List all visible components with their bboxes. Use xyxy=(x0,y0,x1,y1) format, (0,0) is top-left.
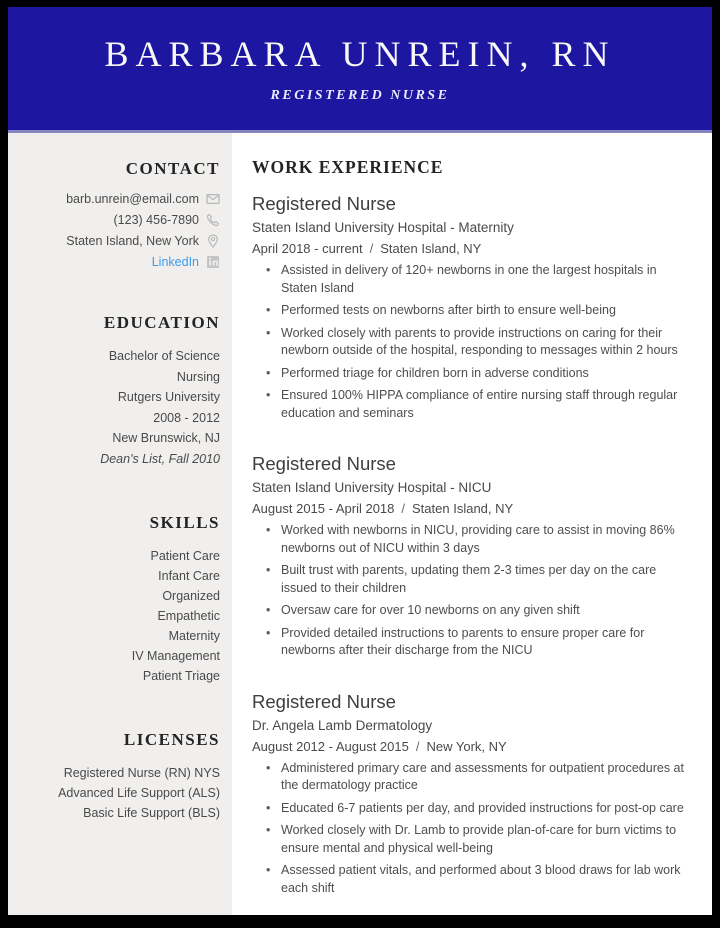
job-bullet: • Provided detailed instructions to parents to ensure proper care for newborns after their discharge from the NICU xyxy=(252,625,688,660)
job-bullet: • Administered primary care and assessments for outpatient procedures at the dermatology practice xyxy=(252,760,688,795)
job-bullet: • Educated 6-7 patients per day, and provided instructions for post-op care xyxy=(252,800,688,818)
location-pin-icon xyxy=(206,234,220,248)
linkedin-link[interactable]: LinkedIn xyxy=(151,255,199,269)
licenses-section xyxy=(22,730,220,823)
job-title: Registered Nurse xyxy=(252,453,396,474)
job-entry xyxy=(252,691,688,898)
job-bullet: • Assessed patient vitals, and performed about 3 blood draws for lab work each shift xyxy=(252,862,688,897)
job-bullet: • Worked closely with parents to provide instructions on caring for their newborn outside of the hospital, responding to messages within 2 hours xyxy=(252,325,688,360)
education-degree: Bachelor of Science xyxy=(108,349,220,363)
job-bullet: • Ensured 100% HIPPA compliance of entire nursing staff through regular education and seminars xyxy=(252,387,688,422)
job-entry xyxy=(252,453,688,660)
work-experience-heading: WORK EXPERIENCE xyxy=(252,157,444,177)
skills-section xyxy=(22,513,220,686)
contact-location: Staten Island, New York xyxy=(66,234,199,248)
skill-item: Organized xyxy=(162,589,220,603)
job-dates: August 2015 - April 2018 xyxy=(252,501,395,516)
job-bullet: • Worked with newborns in NICU, providing care to assist in moving 86% newborns out of NICU within 3 days xyxy=(252,522,688,557)
person-name: BARBARA UNREIN, RN xyxy=(104,34,616,74)
job-dates: August 2012 - August 2015 xyxy=(252,738,409,754)
license-item: Advanced Life Support (ALS) xyxy=(58,786,220,800)
skill-item: Patient Care xyxy=(150,549,220,563)
skill-item: Maternity xyxy=(168,629,220,643)
job-location: New York, NY xyxy=(426,738,507,754)
job-bullet-list xyxy=(252,262,688,422)
work-experience-column xyxy=(232,133,712,915)
resume-document xyxy=(8,7,712,915)
email-icon xyxy=(206,192,220,206)
education-dates: 2008 - 2012 xyxy=(153,410,220,425)
contact-email: barb.unrein@email.com xyxy=(66,192,199,206)
job-company: Staten Island University Hospital - NICU xyxy=(252,480,492,495)
license-item: Basic Life Support (BLS) xyxy=(83,806,220,820)
contact-row-linkedin[interactable] xyxy=(22,255,220,269)
job-bullet: • Built trust with parents, updating them 2-3 times per day on the care issued to their children xyxy=(252,562,688,597)
job-bullet-list xyxy=(252,522,688,660)
skill-item: Infant Care xyxy=(158,569,220,583)
skill-item: Patient Triage xyxy=(142,669,220,683)
skill-item: Empathetic xyxy=(157,609,220,623)
person-title: REGISTERED NURSE xyxy=(270,88,450,103)
job-bullet: • Oversaw care for over 10 newborns on any given shift xyxy=(252,602,688,620)
contact-heading: CONTACT xyxy=(125,159,220,178)
meta-separator: / xyxy=(401,501,406,516)
phone-icon xyxy=(206,213,220,227)
education-honors: Dean's List, Fall 2010 xyxy=(100,451,220,466)
job-bullet-list xyxy=(252,760,688,898)
job-title: Registered Nurse xyxy=(252,193,396,214)
sidebar xyxy=(8,133,232,915)
job-meta xyxy=(252,501,688,516)
job-bullet: • Performed tests on newborns after birth to ensure well-being xyxy=(252,302,688,320)
contact-phone: (123) 456-7890 xyxy=(113,213,199,227)
contact-row-email xyxy=(22,192,220,206)
education-section xyxy=(22,313,220,469)
header-banner xyxy=(8,7,712,133)
job-bullet: • Worked closely with Dr. Lamb to provide plan-of-care for burn victims to ensure mental and physical well-being xyxy=(252,822,688,857)
license-item: Registered Nurse (RN) NYS xyxy=(63,766,220,780)
job-location: Staten Island, NY xyxy=(412,501,514,516)
licenses-heading: LICENSES xyxy=(123,730,220,749)
job-company: Staten Island University Hospital - Maternity xyxy=(252,220,514,235)
job-bullet: • Performed triage for children born in adverse conditions xyxy=(252,365,688,383)
job-dates: April 2018 - current xyxy=(252,241,363,256)
document-body xyxy=(8,133,712,915)
job-location: Staten Island, NY xyxy=(380,241,482,256)
contact-section xyxy=(22,159,220,269)
skills-heading: SKILLS xyxy=(149,513,220,532)
contact-row-location xyxy=(22,234,220,248)
education-heading: EDUCATION xyxy=(103,313,220,332)
job-company: Dr. Angela Lamb Dermatology xyxy=(252,717,433,733)
meta-separator: / xyxy=(415,738,420,754)
education-major: Nursing xyxy=(176,369,220,384)
education-location: New Brunswick, NJ xyxy=(112,431,220,445)
job-meta xyxy=(252,739,688,754)
job-entry xyxy=(252,193,688,422)
linkedin-icon xyxy=(206,255,220,269)
job-title: Registered Nurse xyxy=(252,690,396,712)
job-meta xyxy=(252,241,688,256)
job-bullet: • Assisted in delivery of 120+ newborns in one the largest hospitals in Staten Island xyxy=(252,262,688,297)
meta-separator: / xyxy=(369,241,374,256)
education-school: Rutgers University xyxy=(117,390,220,404)
contact-row-phone xyxy=(22,213,220,227)
skill-item: IV Management xyxy=(131,649,220,663)
